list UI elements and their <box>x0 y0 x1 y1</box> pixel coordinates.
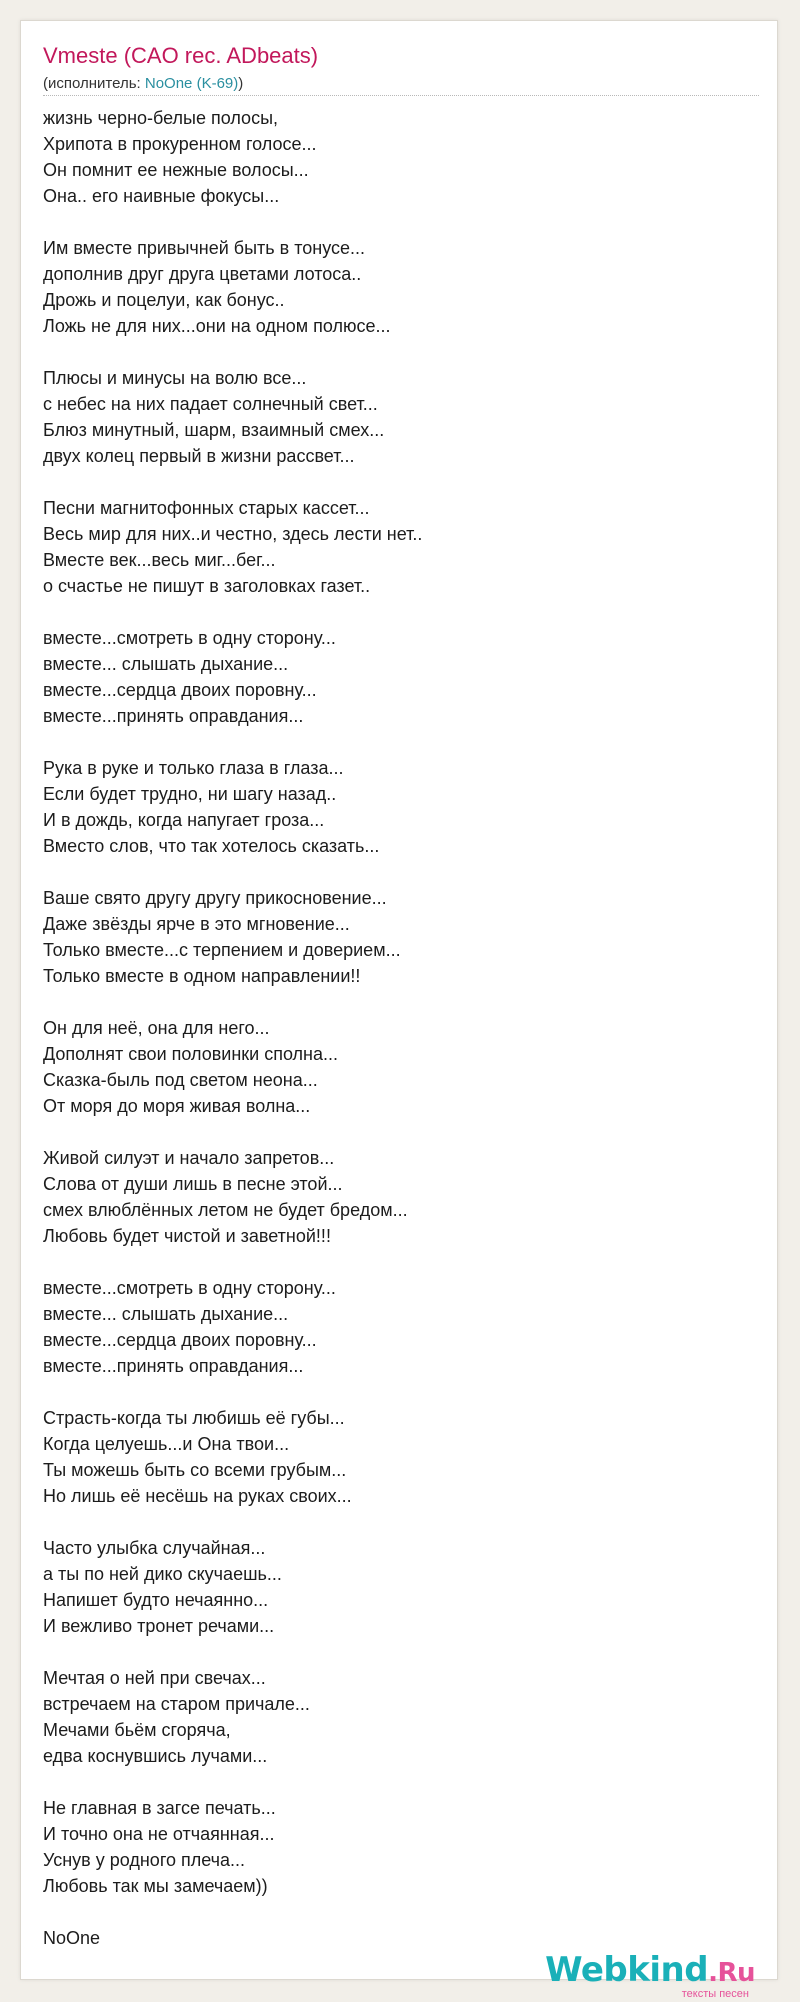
lyric-line: Ты можешь быть со всеми грубым... <box>43 1460 347 1480</box>
lyric-line: И точно она не отчаянная... <box>43 1824 275 1844</box>
lyric-line: Он для неё, она для него... <box>43 1018 270 1038</box>
lyric-line: вместе... слышать дыхание... <box>43 1304 289 1324</box>
lyric-line: Блюз минутный, шарм, взаимный смех... <box>43 420 385 440</box>
lyric-line: Мечами бьём сгоряча, <box>43 1720 231 1740</box>
lyric-line: Только вместе в одном направлении!! <box>43 966 361 986</box>
lyric-line: Напишет будто нечаянно... <box>43 1590 269 1610</box>
lyric-stanza <box>43 1275 759 1379</box>
lyrics-signature: NoOne <box>43 1928 101 1948</box>
lyric-line: Вместе век...весь миг...бег... <box>43 550 276 570</box>
lyric-stanza <box>43 1145 759 1249</box>
lyric-stanza <box>43 235 759 339</box>
lyric-line: Но лишь её несёшь на руках своих... <box>43 1486 352 1506</box>
lyric-line: Только вместе...с терпением и доверием... <box>43 940 401 960</box>
lyric-line: с небес на них падает солнечный свет... <box>43 394 378 414</box>
lyric-line: Рука в руке и только глаза в глаза... <box>43 758 344 778</box>
title-divider <box>43 95 759 96</box>
lyric-line: И в дождь, когда напугает гроза... <box>43 810 325 830</box>
lyric-line: вместе...принять оправдания... <box>43 1356 304 1376</box>
song-title: Vmeste (CAO rec. ADbeats) <box>43 43 319 68</box>
lyric-line: Плюсы и минусы на волю все... <box>43 368 307 388</box>
lyric-stanza <box>43 1015 759 1119</box>
lyric-line: Дополнят свои половинки сполна... <box>43 1044 339 1064</box>
lyrics-card <box>20 20 778 2000</box>
lyric-line: Ложь не для них...они на одном полюсе... <box>43 316 391 336</box>
lyric-line: смех влюблённых летом не будет бредом... <box>43 1200 408 1220</box>
lyric-stanza <box>43 1535 759 1639</box>
logo-wordmark: Webkind <box>545 1950 709 1990</box>
lyric-line: Любовь так мы замечаем)) <box>43 1876 268 1896</box>
lyric-line: От моря до моря живая волна... <box>43 1096 311 1116</box>
lyric-line: а ты по ней дико скучаешь... <box>43 1564 282 1584</box>
lyric-line: Часто улыбка случайная... <box>43 1538 266 1558</box>
lyric-line: Песни магнитофонных старых кассет... <box>43 498 370 518</box>
lyric-line: Живой силуэт и начало запретов... <box>43 1148 335 1168</box>
lyric-line: вместе...сердца двоих поровну... <box>43 680 317 700</box>
lyric-stanza <box>43 625 759 729</box>
artist-link[interactable]: NoOne (K-69) <box>144 75 239 92</box>
lyric-line: вместе...принять оправдания... <box>43 706 304 726</box>
lyric-line: вместе...сердца двоих поровну... <box>43 1330 317 1350</box>
lyric-line: Даже звёзды ярче в это мгновение... <box>43 914 350 934</box>
lyric-line: дополнив друг друга цветами лотоса.. <box>43 264 362 284</box>
logo-tagline: тексты песен <box>681 1988 749 2000</box>
lyric-stanza <box>43 755 759 859</box>
lyric-line: И вежливо тронет речами... <box>43 1616 275 1636</box>
lyric-line: Слова от души лишь в песне этой... <box>43 1174 343 1194</box>
lyric-stanza <box>43 365 759 469</box>
logo-domain: .Ru <box>708 1958 755 1988</box>
lyric-stanza <box>43 885 759 989</box>
lyric-line: Им вместе привычней быть в тонусе... <box>43 238 366 258</box>
lyric-line: Весь мир для них..и честно, здесь лести нет.. <box>43 524 423 544</box>
lyric-line: вместе...смотреть в одну сторону... <box>43 1278 336 1298</box>
lyric-line: Она.. его наивные фокусы... <box>43 186 280 206</box>
lyric-line: Дрожь и поцелуи, как бонус.. <box>43 290 285 310</box>
artist-prefix: (исполнитель: <box>43 75 145 92</box>
lyric-line: Любовь будет чистой и заветной!!! <box>43 1226 331 1246</box>
lyric-line: Он помнит ее нежные волосы... <box>43 160 309 180</box>
artist-suffix: ) <box>238 75 244 92</box>
lyric-line: Если будет трудно, ни шагу назад.. <box>43 784 337 804</box>
lyric-line: Вместо слов, что так хотелось сказать... <box>43 836 380 856</box>
lyric-line: Сказка-быль под светом неона... <box>43 1070 318 1090</box>
lyric-line: Мечтая о ней при свечах... <box>43 1668 266 1688</box>
lyric-line: Хрипота в прокуренном голосе... <box>43 134 317 154</box>
lyric-stanza <box>43 495 759 599</box>
lyric-line: жизнь черно-белые полосы, <box>43 108 279 128</box>
lyric-line: о счастье не пишут в заголовках газет.. <box>43 576 371 596</box>
lyric-stanza <box>43 105 759 209</box>
lyrics-body <box>43 105 759 1925</box>
artist-line <box>43 75 243 92</box>
lyric-stanza <box>43 1405 759 1509</box>
lyric-line: Ваше свято другу другу прикосновение... <box>43 888 387 908</box>
lyric-stanza <box>43 1795 759 1899</box>
lyric-line: встречаем на старом причале... <box>43 1694 310 1714</box>
lyric-line: двух колец первый в жизни рассвет... <box>43 446 355 466</box>
lyric-line: едва коснувшись лучами... <box>43 1746 268 1766</box>
lyric-line: Не главная в загсе печать... <box>43 1798 276 1818</box>
site-logo[interactable] <box>545 1950 755 2000</box>
lyric-line: Когда целуешь...и Она твои... <box>43 1434 290 1454</box>
lyric-line: Страсть-когда ты любишь её губы... <box>43 1408 345 1428</box>
lyric-line: вместе... слышать дыхание... <box>43 654 289 674</box>
lyric-line: вместе...смотреть в одну сторону... <box>43 628 336 648</box>
lyric-line: Уснув у родного плеча... <box>43 1850 246 1870</box>
lyric-stanza <box>43 1665 759 1769</box>
